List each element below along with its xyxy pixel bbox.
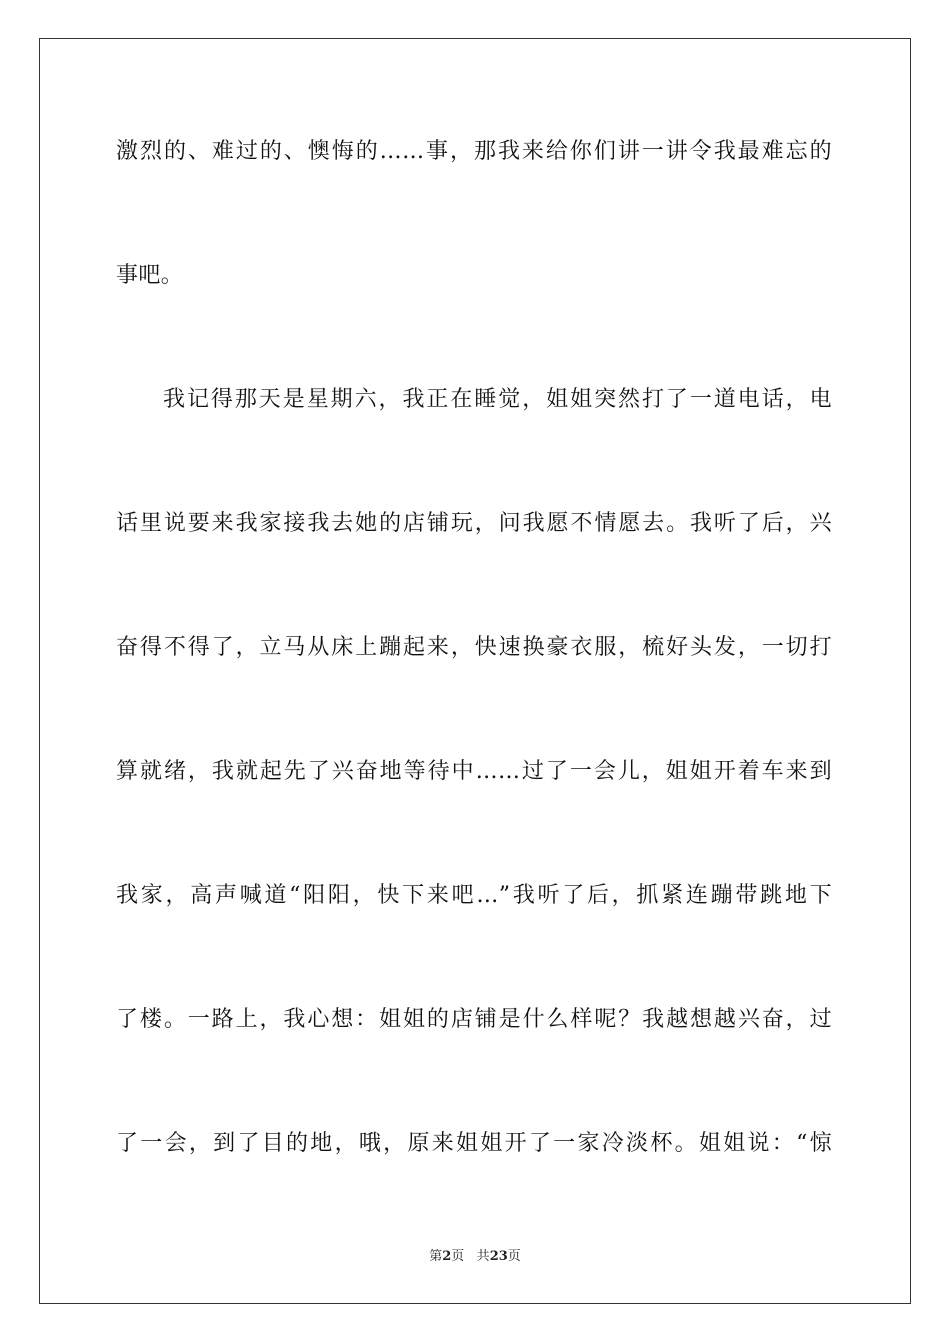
current-page-number: 2 bbox=[442, 1249, 452, 1264]
body-text-line: 事吧。 bbox=[116, 263, 184, 288]
body-text-line: 了一会，到了目的地，哦，原来姐姐开了一家冷淡杯。姐姐说：“惊 bbox=[116, 1131, 832, 1156]
page-prefix: 第 bbox=[429, 1249, 443, 1264]
body-text-line: 了楼。一路上，我心想：姐姐的店铺是什么样呢？我越想越兴奋，过 bbox=[116, 1007, 832, 1032]
body-text-line: 算就绪，我就起先了兴奋地等待中……过了一会儿，姐姐开着车来到 bbox=[116, 759, 832, 784]
total-page-count: 23 bbox=[489, 1249, 508, 1264]
body-text-line: 激烈的、难过的、懊悔的……事，那我来给你们讲一讲令我最难忘的 bbox=[116, 139, 832, 164]
body-text-line: 奋得不得了，立马从床上蹦起来，快速换豪衣服，梳好头发，一切打 bbox=[116, 635, 832, 660]
body-text-line: 话里说要来我家接我去她的店铺玩，问我愿不情愿去。我听了后，兴 bbox=[116, 511, 832, 536]
paragraph-first-line: 我记得那天是星期六，我正在睡觉，姐姐突然打了一道电话，电 bbox=[163, 387, 832, 412]
page-unit: 页 bbox=[451, 1249, 465, 1264]
body-text-line: 我家，高声喊道“阳阳，快下来吧…”我听了后，抓紧连蹦带跳地下 bbox=[116, 883, 832, 908]
page-footer bbox=[0, 1248, 950, 1266]
total-prefix: 共 bbox=[476, 1249, 490, 1264]
total-unit: 页 bbox=[507, 1249, 521, 1264]
page-border bbox=[39, 38, 911, 1304]
